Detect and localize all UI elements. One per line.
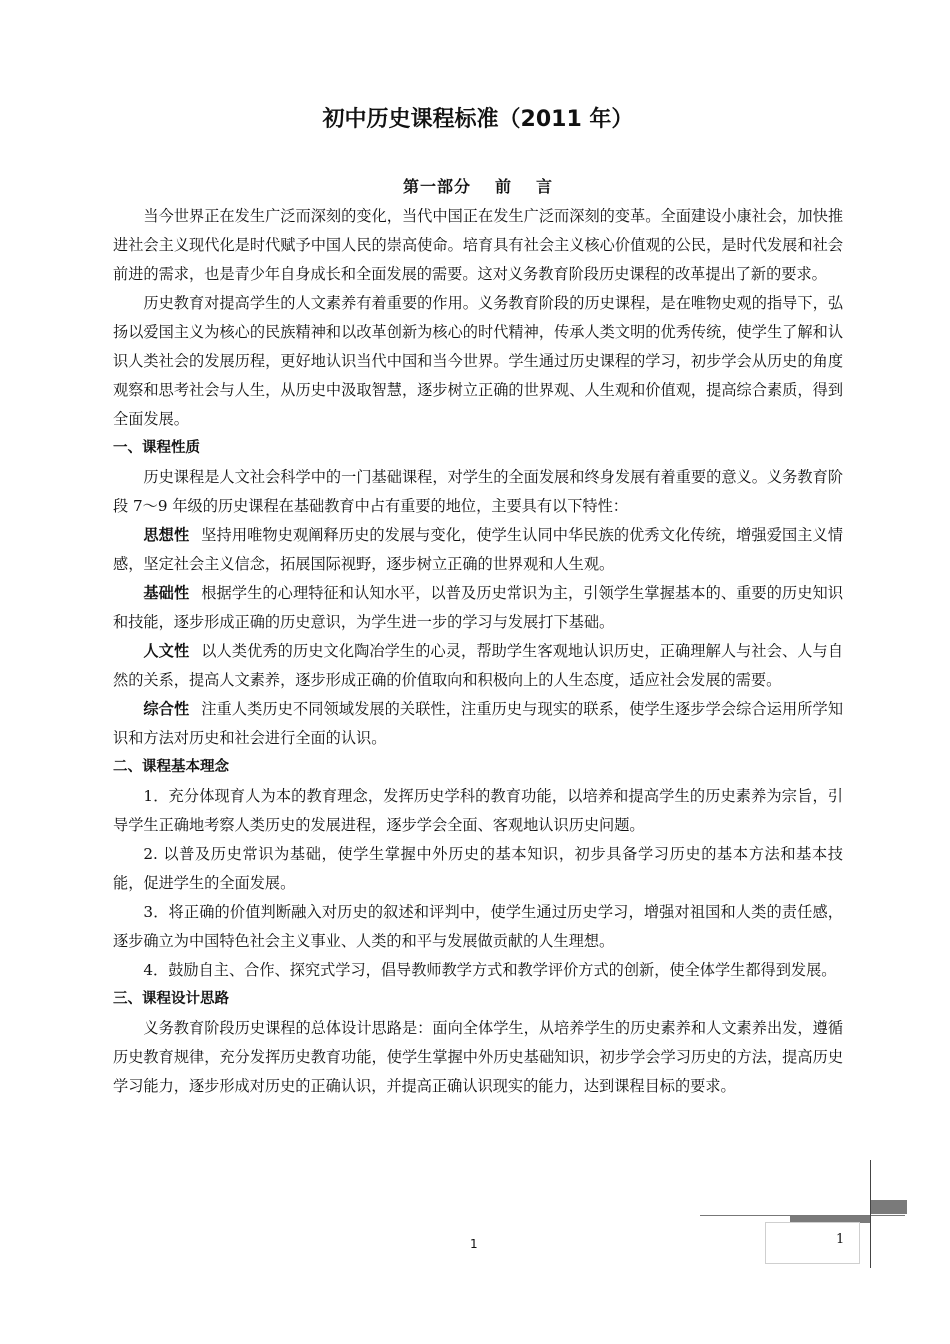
- document-title: 初中历史课程标准（2011 年）: [322, 107, 634, 132]
- section-heading-design-ideas: 三、课程设计思路: [113, 991, 229, 1007]
- corner-page-box: [765, 1222, 860, 1264]
- trait-text: 以人类优秀的历史文化陶冶学生的心灵，帮助学生客观地认识历史，正确理解人与社会、人与自然的关系，提高人文素养，逐步形成正确的价值取向和积极向上的人生态度，适应社会发展的需要。: [113, 642, 844, 689]
- trait-text: 根据学生的心理特征和认知水平，以普及历史常识为主，引领学生掌握基本的、重要的历史知识和技能，逐步形成正确的历史意识，为学生进一步的学习与发展打下基础。: [113, 584, 844, 631]
- preface-paragraph-1: 当今世界正在发生广泛而深刻的变化，当代中国正在发生广泛而深刻的变革。全面建设小康社会，加快推进社会主义现代化是时代赋予中国人民的崇高使命。培育具有社会主义核心价值观的公民，是时代发展和社会前进的需求，也是青少年自身成长和全面发展的需要。这对义务教育阶段历史课程的改革提出了新的要求。: [113, 207, 843, 283]
- concept-item: 1．充分体现育人为本的教育理念，发挥历史学科的教育功能，以培养和提高学生的历史素养为宗旨，引导学生正确地考察人类历史的发展进程，逐步学会全面、客观地认识历史问题。: [113, 787, 843, 834]
- document-body: [113, 100, 843, 1101]
- trait-paragraph: [113, 695, 843, 753]
- trait-paragraph: [113, 579, 843, 637]
- corner-page-number: 1: [836, 1232, 845, 1247]
- trait-text: 坚持用唯物史观阐释历史的发展与变化，使学生认同中华民族的优秀文化传统，增强爱国主义情感，坚定社会主义信念，拓展国际视野，逐步树立正确的世界观和人生观。: [113, 526, 844, 573]
- part-title-number: 第一部分: [402, 177, 471, 196]
- trait-paragraph: [113, 521, 843, 579]
- course-nature-intro: 历史课程是人文社会科学中的一门基础课程，对学生的全面发展和终身发展有着重要的意义。义务教育阶段 7～9 年级的历史课程在基础教育中占有重要的地位，主要具有以下特性：: [113, 468, 843, 515]
- trait-keyword: 综合性: [143, 700, 190, 718]
- concept-item: 2. 以普及历史常识为基础，使学生掌握中外历史的基本知识，初步具备学习历史的基本方法和基本技能，促进学生的全面发展。: [113, 845, 843, 892]
- trait-text: 注重人类历史不同领域发展的关联性，注重历史与现实的联系，使学生逐步学会综合运用所学知识和方法对历史和社会进行全面的认识。: [113, 700, 844, 747]
- part-title: [113, 172, 843, 202]
- trait-keyword: 基础性: [143, 584, 190, 602]
- section-heading-basic-concepts: 二、课程基本理念: [113, 759, 229, 775]
- preface-paragraph-2: 历史教育对提高学生的人文素养有着重要的作用。义务教育阶段的历史课程，是在唯物史观的指导下，弘扬以爱国主义为核心的民族精神和以改革创新为核心的时代精神，传承人类文明的优秀传统，使学生了解和认识人类社会的发展历程，更好地认识当代中国和当今世界。学生通过历史课程的学习，初步学会从历史的角度观察和思考社会与人生，从历史中汲取智慧，逐步树立正确的世界观、人生观和价值观，提高综合素质，得到全面发展。: [113, 294, 843, 428]
- concept-item: 4．鼓励自主、合作、探究式学习，倡导教师教学方式和教学评价方式的创新，使全体学生都得到发展。: [143, 961, 837, 979]
- corner-decoration-block: [871, 1200, 907, 1214]
- concept-item: 3．将正确的价值判断融入对历史的叙述和评判中，使学生通过历史学习，增强对祖国和人类的责任感，逐步确立为中国特色社会主义事业、人类的和平与发展做贡献的人生理想。: [113, 903, 843, 950]
- section-heading-course-nature: 一、课程性质: [113, 440, 200, 456]
- page-number: 1: [470, 1237, 478, 1251]
- part-title-word-2: 言: [536, 177, 554, 196]
- design-ideas-paragraph: 义务教育阶段历史课程的总体设计思路是：面向全体学生，从培养学生的历史素养和人文素养出发，遵循历史教育规律，充分发挥历史教育功能，使学生掌握中外历史基础知识，初步学会学习历史的方法，提高历史学习能力，逐步形成对历史的正确认识，并提高正确认识现实的能力，达到课程目标的要求。: [113, 1019, 843, 1095]
- trait-keyword: 思想性: [143, 526, 190, 544]
- trait-paragraph: [113, 637, 843, 695]
- part-title-word-1: 前: [494, 177, 512, 196]
- trait-keyword: 人文性: [143, 642, 190, 660]
- corner-divider-vertical: [870, 1160, 871, 1268]
